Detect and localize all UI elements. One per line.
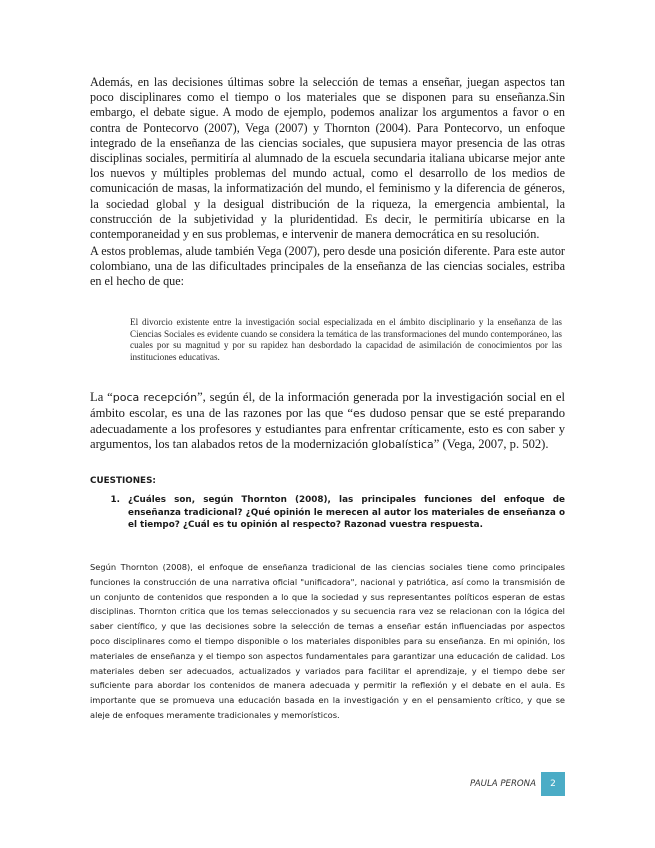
question-text: ¿Cuáles son, según Thornton (2008), las principales funciones del enfoque de enseñanza tradicional? ¿Qué opinión le merecen al autor los materiales de enseñanza o el tiempo? ¿Cuál es tu opinión al respecto? Razonad vuestra respuesta. <box>128 495 565 531</box>
p3-text-2: ”, según él, de la información generada por la investigación social en el ámbito escolar, es una de las razones por las que “ <box>90 390 565 420</box>
question-item <box>90 494 565 532</box>
answer-paragraph: Según Thornton (2008), el enfoque de enseñanza tradicional de las ciencias sociales tiene como principales funciones la construcción de una narrativa oficial "unificadora", nacional y patriótica, así como la transmisión de un conjunto de contenidos que responden a lo que la sociedad y sus representantes políticos esperan de estas disciplinas. Thornton critica que los temas seleccionados y su secuencia rara vez se relacionan con la lógica del saber científico, y que las decisiones sobre la selección de temas a enseñar están influenciadas por aspectos poco disciplinares como el tiempo disponible o los materiales disponibles para su enseñanza. En mi opinión, los materiales de enseñanza y el tiempo son aspectos fundamentales para garantizar una educación de calidad. Los materiales deben ser adecuados, actualizados y variados para facilitar el aprendizaje, y el tiempo debe ser suficiente para abordar los contenidos de manera adecuada y permitir la reflexión y el debate en el aula. Es importante que se promueva una educación basada en la investigación y en el pensamiento crítico, y que se aleje de enfoques meramente tradicionales y memorísticos. <box>90 562 565 720</box>
p3-highlight-2: es <box>353 406 366 420</box>
page-number-badge: 2 <box>541 772 565 796</box>
p3-highlight-1: poca recepción <box>112 391 198 404</box>
p3-text-4: ” (Vega, 2007, p. 502). <box>433 437 549 452</box>
p3-highlight-3: globalística <box>371 438 434 452</box>
questions-list <box>90 494 565 532</box>
footer-author: PAULA PERONA <box>470 779 536 789</box>
p3-text-1: La “ <box>90 390 113 404</box>
p3-text-3: dudoso pensar que se esté preparando adecuadamente a los profesores y estudiantes para enfrentar críticamente, esto es con saber y argumentos, los tan alabados retos de la modernización <box>90 405 565 452</box>
questions-heading: CUESTIONES: <box>90 476 156 486</box>
body-paragraph-3 <box>90 390 565 453</box>
question-number: 1. <box>110 495 120 505</box>
block-quote: El divorcio existente entre la investigación social especializada en el ámbito disciplinario y la enseñanza de las Ciencias Sociales es evidente cuando se considera la temática de las transformaciones del mundo contemporáneo, las cuales por su magnitud y por su rapidez han desbordado la capacidad de asimilación de conocimientos por las instituciones educativas. <box>130 317 562 362</box>
body-paragraph-1: Además, en las decisiones últimas sobre la selección de temas a enseñar, juegan aspectos tan poco disciplinares como el tiempo o los materiales que se disponen para su enseñanza.Sin embargo, el debate sigue. A modo de ejemplo, podemos analizar los argumentos a favor o en contra de Pontecorvo (2007), Vega (2007) y Thornton (2004). Para Pontecorvo, un enfoque integrado de la enseñanza de las ciencias sociales, que supusiera mayor presencia de las otras disciplinas sociales, permitiría al alumnado de la escuela secundaria italiana ubicarse mejor ante los nuevos y múltiples problemas del mundo actual, como el desarrollo de los medios de comunicación de masas, la informatización del mundo, el feminismo y la diferencia de géneros, la sociedad global y la desigual distribución de la riqueza, la emergencia ambiental, la construcción de la subjetividad y la pluridentidad. Es decir, le permitiría ubicarse en la contemporaneidad y en sus problemas, e intervenir de manera democrática en su resolución. <box>90 75 565 242</box>
body-paragraph-2: A estos problemas, alude también Vega (2007), pero desde una posición diferente. Para este autor colombiano, una de las dificultades principales de la enseñanza de las ciencias sociales, estriba en el hecho de que: <box>90 244 565 289</box>
